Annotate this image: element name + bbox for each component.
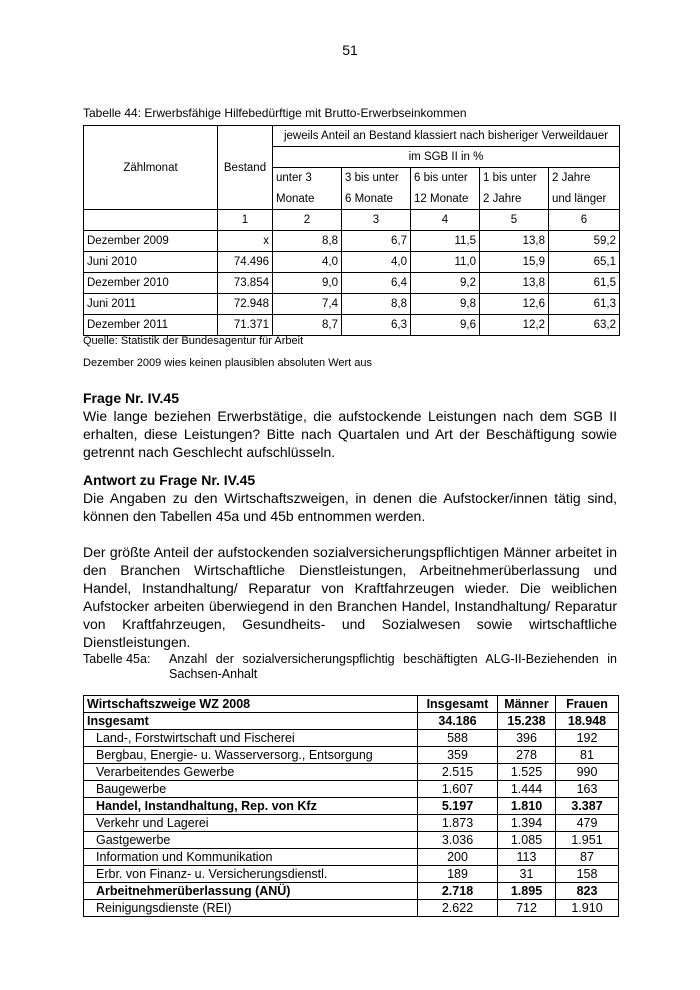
row-insgesamt: 5.197 (418, 798, 498, 815)
row-bestand: 73.854 (218, 273, 273, 294)
table-row (84, 781, 619, 798)
row-value: 9,2 (411, 273, 480, 294)
row-value: 6,3 (342, 315, 411, 336)
total-insgesamt: 34.186 (418, 713, 498, 730)
row-label: Verkehr und Lagerei (84, 815, 418, 832)
row-frauen: 823 (556, 883, 619, 900)
row-value: 4,0 (273, 252, 342, 273)
row-value: 6,7 (342, 231, 411, 252)
table-row (84, 747, 619, 764)
row-insgesamt: 1.873 (418, 815, 498, 832)
row-insgesamt: 189 (418, 866, 498, 883)
antwort-paragraph-1: Die Angaben zu den Wirtschaftszweigen, in denen die Aufstocker/innen tätig sind, können den Tabellen 45a und 45b entnommen werden. (83, 490, 617, 524)
sub-header (411, 168, 480, 210)
total-row (84, 713, 619, 730)
row-value: 12,6 (480, 294, 549, 315)
sub-header-line1: unter 3 (276, 172, 312, 184)
table-row (84, 231, 620, 252)
row-value: 59,2 (549, 231, 620, 252)
row-value: 7,4 (273, 294, 342, 315)
table-44 (83, 125, 620, 336)
row-value: 15,9 (480, 252, 549, 273)
header-zahlmonat: Zählmonat (84, 126, 218, 210)
table-row (84, 832, 619, 849)
header-insgesamt: Insgesamt (418, 696, 498, 713)
row-value: 13,8 (480, 231, 549, 252)
row-bestand: 74.496 (218, 252, 273, 273)
row-value: 8,7 (273, 315, 342, 336)
frage-heading: Frage Nr. IV.45 (83, 390, 179, 406)
table-row (84, 883, 619, 900)
row-maenner: 1.895 (498, 883, 556, 900)
group-header-line1: jeweils Anteil an Bestand klassiert nach bisheriger Verweildauer (273, 126, 620, 147)
table-45a (83, 695, 619, 917)
sub-header (273, 168, 342, 210)
row-label: Land-, Forstwirtschaft und Fischerei (84, 730, 418, 747)
row-bestand: 71.371 (218, 315, 273, 336)
row-label: Bergbau, Energie- u. Wasserversorg., Entsorgung (84, 747, 418, 764)
row-frauen: 87 (556, 849, 619, 866)
row-month: Dezember 2009 (84, 231, 218, 252)
row-label: Handel, Instandhaltung, Rep. von Kfz (84, 798, 418, 815)
sub-header-line2: Monate (276, 193, 315, 205)
row-maenner: 113 (498, 849, 556, 866)
sub-header-line2: 12 Monate (414, 193, 469, 205)
row-frauen: 1.910 (556, 900, 619, 917)
row-value: 11,5 (411, 231, 480, 252)
row-insgesamt: 359 (418, 747, 498, 764)
frage-text: Wie lange beziehen Erwerbstätige, die aufstockende Leistungen nach dem SGB II erhalten, diese Leistungen? Bitte nach Quartalen und Art der Beschäftigung sowie getrennt nach Geschlecht aufschlüsseln. (83, 408, 617, 460)
row-label: Information und Kommunikation (84, 849, 418, 866)
row-frauen: 158 (556, 866, 619, 883)
table-row (84, 866, 619, 883)
table-row (84, 294, 620, 315)
table-row (84, 900, 619, 917)
column-number: 5 (480, 210, 549, 231)
group-header-line2: im SGB II in % (273, 147, 620, 168)
column-number: 3 (342, 210, 411, 231)
table45a-caption-text: Anzahl der sozialversicherungspflichtig beschäftigten ALG-II-Beziehenden in Sachsen-Anhalt (169, 652, 617, 681)
table44-caption: Tabelle 44: Erwerbsfähige Hilfebedürftige mit Brutto-Erwerbseinkommen (83, 106, 467, 120)
row-label: Baugewerbe (84, 781, 418, 798)
row-maenner: 712 (498, 900, 556, 917)
sub-header-line2: 6 Monate (345, 193, 393, 205)
total-maenner: 15.238 (498, 713, 556, 730)
row-frauen: 192 (556, 730, 619, 747)
row-frauen: 81 (556, 747, 619, 764)
table-row (84, 764, 619, 781)
table-row (84, 798, 619, 815)
row-insgesamt: 2.622 (418, 900, 498, 917)
row-value: 9,6 (411, 315, 480, 336)
row-frauen: 479 (556, 815, 619, 832)
sub-header-line2: und länger (552, 193, 607, 205)
table-row (84, 273, 620, 294)
row-value: 61,5 (549, 273, 620, 294)
row-value: 63,2 (549, 315, 620, 336)
row-frauen: 3.387 (556, 798, 619, 815)
sub-header-line1: 3 bis unter (345, 172, 399, 184)
column-number: 2 (273, 210, 342, 231)
antwort-heading: Antwort zu Frage Nr. IV.45 (83, 472, 256, 488)
row-maenner: 31 (498, 866, 556, 883)
total-label: Insgesamt (84, 713, 418, 730)
header-frauen: Frauen (556, 696, 619, 713)
row-month: Juni 2011 (84, 294, 218, 315)
column-number: 4 (411, 210, 480, 231)
row-maenner: 1.394 (498, 815, 556, 832)
table-row (84, 815, 619, 832)
row-frauen: 990 (556, 764, 619, 781)
row-value: 8,8 (273, 231, 342, 252)
row-insgesamt: 1.607 (418, 781, 498, 798)
table45a-caption-label: Tabelle 45a: (83, 652, 151, 666)
row-value: 9,8 (411, 294, 480, 315)
sub-header-line1: 2 Jahre (552, 172, 591, 184)
row-value: 12,2 (480, 315, 549, 336)
table-row (84, 315, 620, 336)
row-value: 13,8 (480, 273, 549, 294)
row-insgesamt: 588 (418, 730, 498, 747)
table45a-caption (83, 652, 617, 682)
table-row (84, 849, 619, 866)
sub-header (549, 168, 620, 210)
row-insgesamt: 3.036 (418, 832, 498, 849)
row-value: 8,8 (342, 294, 411, 315)
row-maenner: 1.085 (498, 832, 556, 849)
row-value: 6,4 (342, 273, 411, 294)
row-frauen: 1.951 (556, 832, 619, 849)
sub-header-line1: 1 bis unter (483, 172, 537, 184)
row-value: 4,0 (342, 252, 411, 273)
row-insgesamt: 2.515 (418, 764, 498, 781)
row-month: Juni 2010 (84, 252, 218, 273)
page-number: 51 (342, 42, 358, 58)
antwort-paragraph-2: Der größte Anteil der aufstockenden sozialversicherungspflichtigen Männer arbeitet in den Branchen Wirtschaftliche Dienstleistungen, Arbeitnehmerüberlassung und Handel, Instandhaltung/ Reparatur von Kraftfahrzeugen wieder. Die weiblichen Aufstocker arbeiten überwiegend in den Branchen Handel, Instandhaltung/ Reparatur von Kraftfahrzeugen, Gesundheits- und Sozialwesen sowie wirtschaftliche Dienstleistungen. (83, 544, 617, 650)
total-frauen: 18.948 (556, 713, 619, 730)
row-month: Dezember 2011 (84, 315, 218, 336)
row-insgesamt: 200 (418, 849, 498, 866)
row-maenner: 396 (498, 730, 556, 747)
table44-note: Dezember 2009 wies keinen plausiblen absoluten Wert aus (83, 357, 373, 369)
row-maenner: 1.525 (498, 764, 556, 781)
row-maenner: 1.810 (498, 798, 556, 815)
row-label: Gastgewerbe (84, 832, 418, 849)
row-frauen: 163 (556, 781, 619, 798)
sub-header (342, 168, 411, 210)
sub-header (480, 168, 549, 210)
row-value: 9,0 (273, 273, 342, 294)
row-month: Dezember 2010 (84, 273, 218, 294)
row-bestand: 72.948 (218, 294, 273, 315)
column-number: 1 (218, 210, 273, 231)
header-bestand: Bestand (218, 126, 273, 210)
row-insgesamt: 2.718 (418, 883, 498, 900)
table44-source: Quelle: Statistik der Bundesagentur für Arbeit (83, 335, 304, 347)
row-label: Verarbeitendes Gewerbe (84, 764, 418, 781)
sub-header-line2: 2 Jahre (483, 193, 522, 205)
row-value: 65,1 (549, 252, 620, 273)
sub-header-line1: 6 bis unter (414, 172, 468, 184)
header-maenner: Männer (498, 696, 556, 713)
row-maenner: 1.444 (498, 781, 556, 798)
column-number: 6 (549, 210, 620, 231)
column-number-blank (84, 210, 218, 231)
row-label: Arbeitnehmerüberlassung (ANÜ) (84, 883, 418, 900)
row-label: Reinigungsdienste (REI) (84, 900, 418, 917)
row-maenner: 278 (498, 747, 556, 764)
row-label: Erbr. von Finanz- u. Versicherungsdienstl. (84, 866, 418, 883)
row-bestand: x (218, 231, 273, 252)
table-row (84, 730, 619, 747)
header-wirtschaftszweige: Wirtschaftszweige WZ 2008 (84, 696, 418, 713)
row-value: 61,3 (549, 294, 620, 315)
row-value: 11,0 (411, 252, 480, 273)
table-row (84, 252, 620, 273)
